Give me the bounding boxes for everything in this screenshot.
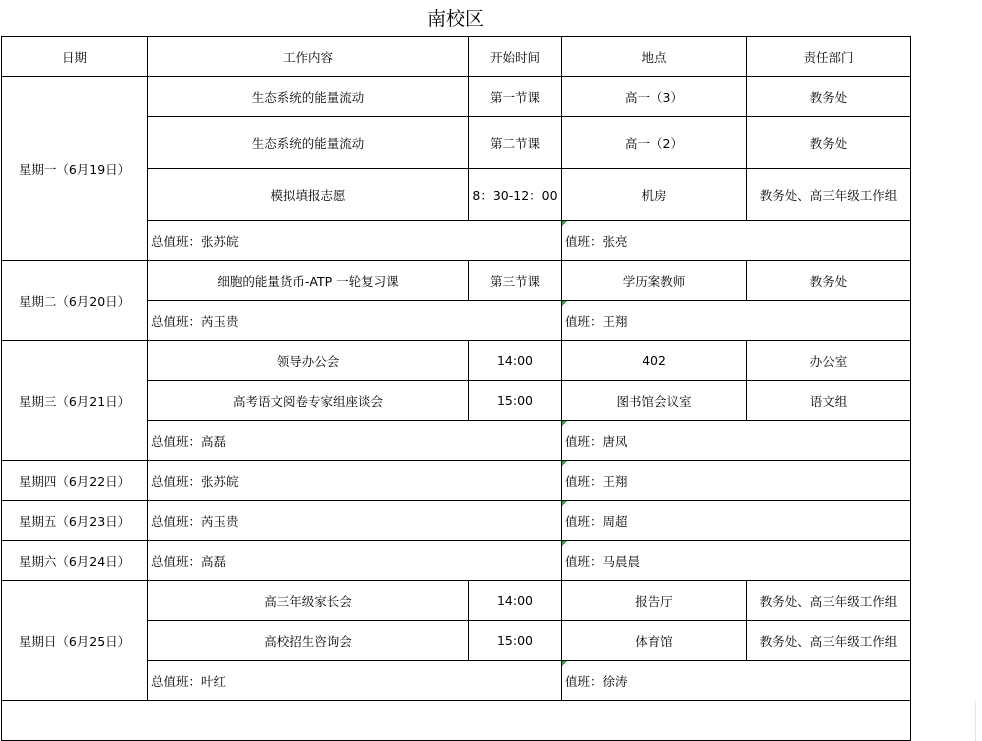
duty-cell: 值班：张亮 xyxy=(562,221,911,261)
general-duty-cell: 总值班：叶红 xyxy=(148,661,562,701)
blank-cell xyxy=(2,701,911,741)
header-content: 工作内容 xyxy=(148,37,469,77)
general-duty-cell: 总值班：张苏皖 xyxy=(148,461,562,501)
task-place: 报告厅 xyxy=(562,581,747,621)
date-cell: 星期三（6月21日） xyxy=(2,341,148,461)
general-duty-cell: 总值班：芮玉贵 xyxy=(148,501,562,541)
header-dept: 责任部门 xyxy=(747,37,911,77)
general-duty-cell: 总值班：张苏皖 xyxy=(148,221,562,261)
sheet-edge-divider xyxy=(975,700,977,741)
task-time: 15:00 xyxy=(469,381,562,421)
task-row xyxy=(2,581,911,621)
duty-cell: 值班：徐涛 xyxy=(562,661,911,701)
task-content: 生态系统的能量流动 xyxy=(148,77,469,117)
task-content: 生态系统的能量流动 xyxy=(148,117,469,169)
task-place: 机房 xyxy=(562,169,747,221)
duty-row xyxy=(2,541,911,581)
task-time: 第一节课 xyxy=(469,77,562,117)
date-cell: 星期二（6月20日） xyxy=(2,261,148,341)
schedule-table xyxy=(1,36,911,741)
task-time: 第二节课 xyxy=(469,117,562,169)
header-place: 地点 xyxy=(562,37,747,77)
task-place: 学历案教师 xyxy=(562,261,747,301)
date-cell: 星期日（6月25日） xyxy=(2,581,148,701)
header-date: 日期 xyxy=(2,37,148,77)
duty-cell: 值班：周超 xyxy=(562,501,911,541)
task-dept: 教务处 xyxy=(747,261,911,301)
task-dept: 教务处 xyxy=(747,117,911,169)
task-dept: 教务处、高三年级工作组 xyxy=(747,621,911,661)
task-dept: 教务处、高三年级工作组 xyxy=(747,169,911,221)
header-row xyxy=(2,37,911,77)
task-time: 15:00 xyxy=(469,621,562,661)
task-dept: 办公室 xyxy=(747,341,911,381)
task-place: 高一（2） xyxy=(562,117,747,169)
task-row xyxy=(2,341,911,381)
date-cell: 星期六（6月24日） xyxy=(2,541,148,581)
header-time: 开始时间 xyxy=(469,37,562,77)
duty-row xyxy=(2,461,911,501)
task-content: 细胞的能量货币-ATP 一轮复习课 xyxy=(148,261,469,301)
task-place: 图书馆会议室 xyxy=(562,381,747,421)
task-place: 402 xyxy=(562,341,747,381)
task-time: 14:00 xyxy=(469,581,562,621)
page-title: 南校区 xyxy=(426,8,484,30)
task-content: 高考语文阅卷专家组座谈会 xyxy=(148,381,469,421)
task-content: 模拟填报志愿 xyxy=(148,169,469,221)
duty-cell: 值班：马晨晨 xyxy=(562,541,911,581)
task-place: 体育馆 xyxy=(562,621,747,661)
task-time: 第三节课 xyxy=(469,261,562,301)
task-content: 领导办公会 xyxy=(148,341,469,381)
task-time: 8：30-12：00 xyxy=(469,169,562,221)
blank-row xyxy=(2,701,911,741)
date-cell: 星期一（6月19日） xyxy=(2,77,148,261)
task-time: 14:00 xyxy=(469,341,562,381)
duty-row xyxy=(2,501,911,541)
date-cell: 星期四（6月22日） xyxy=(2,461,148,501)
task-row xyxy=(2,77,911,117)
task-content: 高校招生咨询会 xyxy=(148,621,469,661)
date-cell: 星期五（6月23日） xyxy=(2,501,148,541)
general-duty-cell: 总值班：芮玉贵 xyxy=(148,301,562,341)
duty-cell: 值班：王翔 xyxy=(562,461,911,501)
duty-cell: 值班：唐凤 xyxy=(562,421,911,461)
task-dept: 教务处 xyxy=(747,77,911,117)
general-duty-cell: 总值班：高磊 xyxy=(148,421,562,461)
duty-cell: 值班：王翔 xyxy=(562,301,911,341)
task-content: 高三年级家长会 xyxy=(148,581,469,621)
task-place: 高一（3） xyxy=(562,77,747,117)
task-dept: 教务处、高三年级工作组 xyxy=(747,581,911,621)
general-duty-cell: 总值班：高磊 xyxy=(148,541,562,581)
task-dept: 语文组 xyxy=(747,381,911,421)
task-row xyxy=(2,261,911,301)
